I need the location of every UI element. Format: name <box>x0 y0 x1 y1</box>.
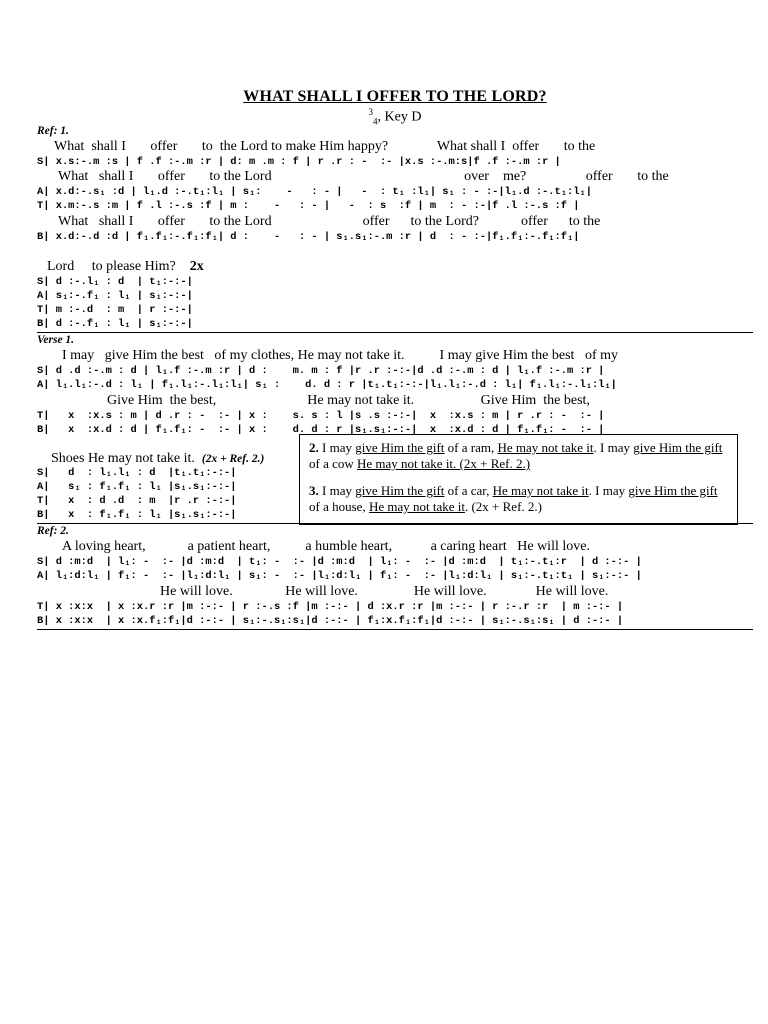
verse2-underlined: give Him the gift <box>633 440 723 455</box>
verse3-part: . (2x + Ref. 2.) <box>464 499 542 514</box>
section-divider <box>37 629 753 630</box>
verse2-part: . I may <box>593 440 634 455</box>
ref1-lyric-soprano: What shall I offer to the Lord to make Him happy? What shall I offer to the <box>54 139 596 154</box>
verse3-number: 3. <box>309 483 319 498</box>
verse3-part: I may <box>318 483 356 498</box>
verse1-lyric-2: Give Him the best, He may not take it. Give Him the best, <box>107 393 590 408</box>
verse3-underlined: He may not take it <box>492 483 589 498</box>
time-and-key <box>37 107 753 126</box>
ref1-notes-tenor: T| x.m:-.s :m | f .l :-.s :f | m : - : - | - : s :f | m : - :-|f .l :-.s :f | <box>37 200 580 212</box>
verse3-part: . I may <box>588 483 629 498</box>
song-title: WHAT SHALL I OFFER TO THE LORD? <box>243 88 547 105</box>
ref1-end-notes-alto: A| s₁:-.f₁ : l₁ | s₁:-:-| <box>37 290 193 302</box>
ref1-end-lyric-text: Lord to please Him? <box>47 259 176 274</box>
verse2-underlined: He may not take it. (2x + Ref. 2.) <box>357 456 531 471</box>
verse1-end-notes-alto: A| s₁ : f₁.f₁ : l₁ |s₁.s₁:-:-| <box>37 481 237 493</box>
ref1-notes-alto: A| x.d:-.s₁ :d | l₁.d :-.t₁:l₁ | s₁: - : - | - : t₁ :l₁| s₁ : - :-|l₁.d :-.t₁:l₁| <box>37 186 592 198</box>
ref2-notes-tenor: T| x :x:x | x :x.r :r |m :-:- | r :-.s :f |m :-:- | d :x.r :r |m :-:- | r :-.r :r | m :-:- | <box>37 601 624 613</box>
section-divider <box>37 523 753 524</box>
verse1-notes-bass: B| x :x.d : d | f₁.f₁: - :- | x : d. d : r |s₁.s₁:-:-| x :x.d : d | f₁.f₁: - :- | <box>37 424 605 436</box>
verse3-underlined: He may not take it <box>368 499 465 514</box>
verse2-part: of a ram, <box>444 440 498 455</box>
ref2-notes-alto: A| l₁:d:l₁ | f₁: - :- |l₁:d:l₁ | s₁: - :- |l₁:d:l₁ | f₁: - :- |l₁:d:l₁ | s₁:-.t₁:t₁ | s₁:-:- | <box>37 570 642 582</box>
ref2-label: Ref: 2. <box>37 525 69 537</box>
verse1-end-lyric-text: Shoes He may not take it. <box>51 451 195 466</box>
verse3-part: of a house, <box>309 499 369 514</box>
additional-verses-box <box>299 434 738 525</box>
verse2-underlined: give Him the gift <box>355 440 445 455</box>
verse1-label: Verse 1. <box>37 334 75 346</box>
key-text: , Key D <box>377 109 422 125</box>
verse1-repeat-note: (2x + Ref. 2.) <box>201 453 265 465</box>
ref1-label: Ref: 1. <box>37 125 69 137</box>
ref2-lyric-1: A loving heart, a patient heart, a humble heart, a caring heart He will love. <box>62 539 590 554</box>
verse1-notes-soprano: S| d .d :-.m : d | l₁.f :-.m :r | d : m. m : f |r .r :-:-|d .d :-.m : d | l₁.f :-.m :r | <box>37 365 605 377</box>
verse1-end-notes-bass: B| x : f₁.f₁ : l₁ |s₁.s₁:-:-| <box>37 509 237 521</box>
verse1-end-notes-soprano: S| d : l₁.l₁ : d |t₁.t₁:-:-| <box>37 467 237 479</box>
verse3-part: of a car, <box>444 483 493 498</box>
verse3-underlined: give Him the gift <box>628 483 718 498</box>
time-signature-top: 3 <box>368 107 374 117</box>
ref1-end-lyric <box>47 259 204 275</box>
ref1-lyric-alto-tenor: What shall I offer to the Lord over me? offer to the <box>58 169 669 184</box>
ref1-end-notes-soprano: S| d :-.l₁ : d | t₁:-:-| <box>37 276 193 288</box>
verse1-notes-tenor: T| x :x.s : m | d .r : - :- | x : s. s : l |s .s :-:-| x :x.s : m | r .r : - :- | <box>37 410 605 422</box>
verse2-part: I may <box>318 440 356 455</box>
song-sheet <box>37 0 753 1024</box>
ref1-end-notes-bass: B| d :-.f₁ : l₁ | s₁:-:-| <box>37 318 193 330</box>
verse3-text <box>309 483 729 515</box>
ref1-end-notes-tenor: T| m :-.d : m | r :-:-| <box>37 304 193 316</box>
verse1-end-notes-tenor: T| x : d .d : m |r .r :-:-| <box>37 495 237 507</box>
verse3-underlined: give Him the gift <box>355 483 445 498</box>
ref1-lyric-bass: What shall I offer to the Lord offer to the Lord? offer to the <box>58 214 601 229</box>
ref1-notes-soprano: S| x.s:-.m :s | f .f :-.m :r | d: m .m : f | r .r : - :- |x.s :-.m:s|f .f :-.m :r | <box>37 156 561 168</box>
ref2-notes-soprano: S| d :m:d | l₁: - :- |d :m:d | t₁: - :- |d :m:d | l₁: - :- |d :m:d | t₁:-.t₁:r | d :-:- | <box>37 556 642 568</box>
verse2-text <box>309 440 729 472</box>
ref2-notes-bass: B| x :x:x | x :x.f₁:f₁|d :-:- | s₁:-.s₁:s₁|d :-:- | f₁:x.f₁:f₁|d :-:- | s₁:-.s₁:s₁ | d :-:- | <box>37 615 624 627</box>
verse2-part: of a cow <box>309 456 358 471</box>
ref1-notes-bass: B| x.d:-.d :d | f₁.f₁:-.f₁:f₁| d : - : - | s₁.s₁:-.m :r | d : - :-|f₁.f₁:-.f₁:f₁| <box>37 231 580 243</box>
verse1-notes-alto: A| l₁.l₁:-.d : l₁ | f₁.l₁:-.l₁:l₁| s₁ : d. d : r |t₁.t₁:-:-|l₁.l₁:-.d : l₁| f₁.l₁:-.l₁:l₁| <box>37 379 617 391</box>
section-divider <box>37 332 753 333</box>
verse2-underlined: He may not take it <box>497 440 594 455</box>
verse2-number: 2. <box>309 440 319 455</box>
repeat-mark: 2x <box>189 259 204 274</box>
verse1-end-lyric <box>51 451 264 467</box>
verse1-lyric-1: I may give Him the best of my clothes, He may not take it. I may give Him the best of my <box>62 348 619 363</box>
time-signature-bottom: 4 <box>373 116 378 127</box>
ref2-lyric-2: He will love. He will love. He will love. He will love. <box>160 584 609 599</box>
